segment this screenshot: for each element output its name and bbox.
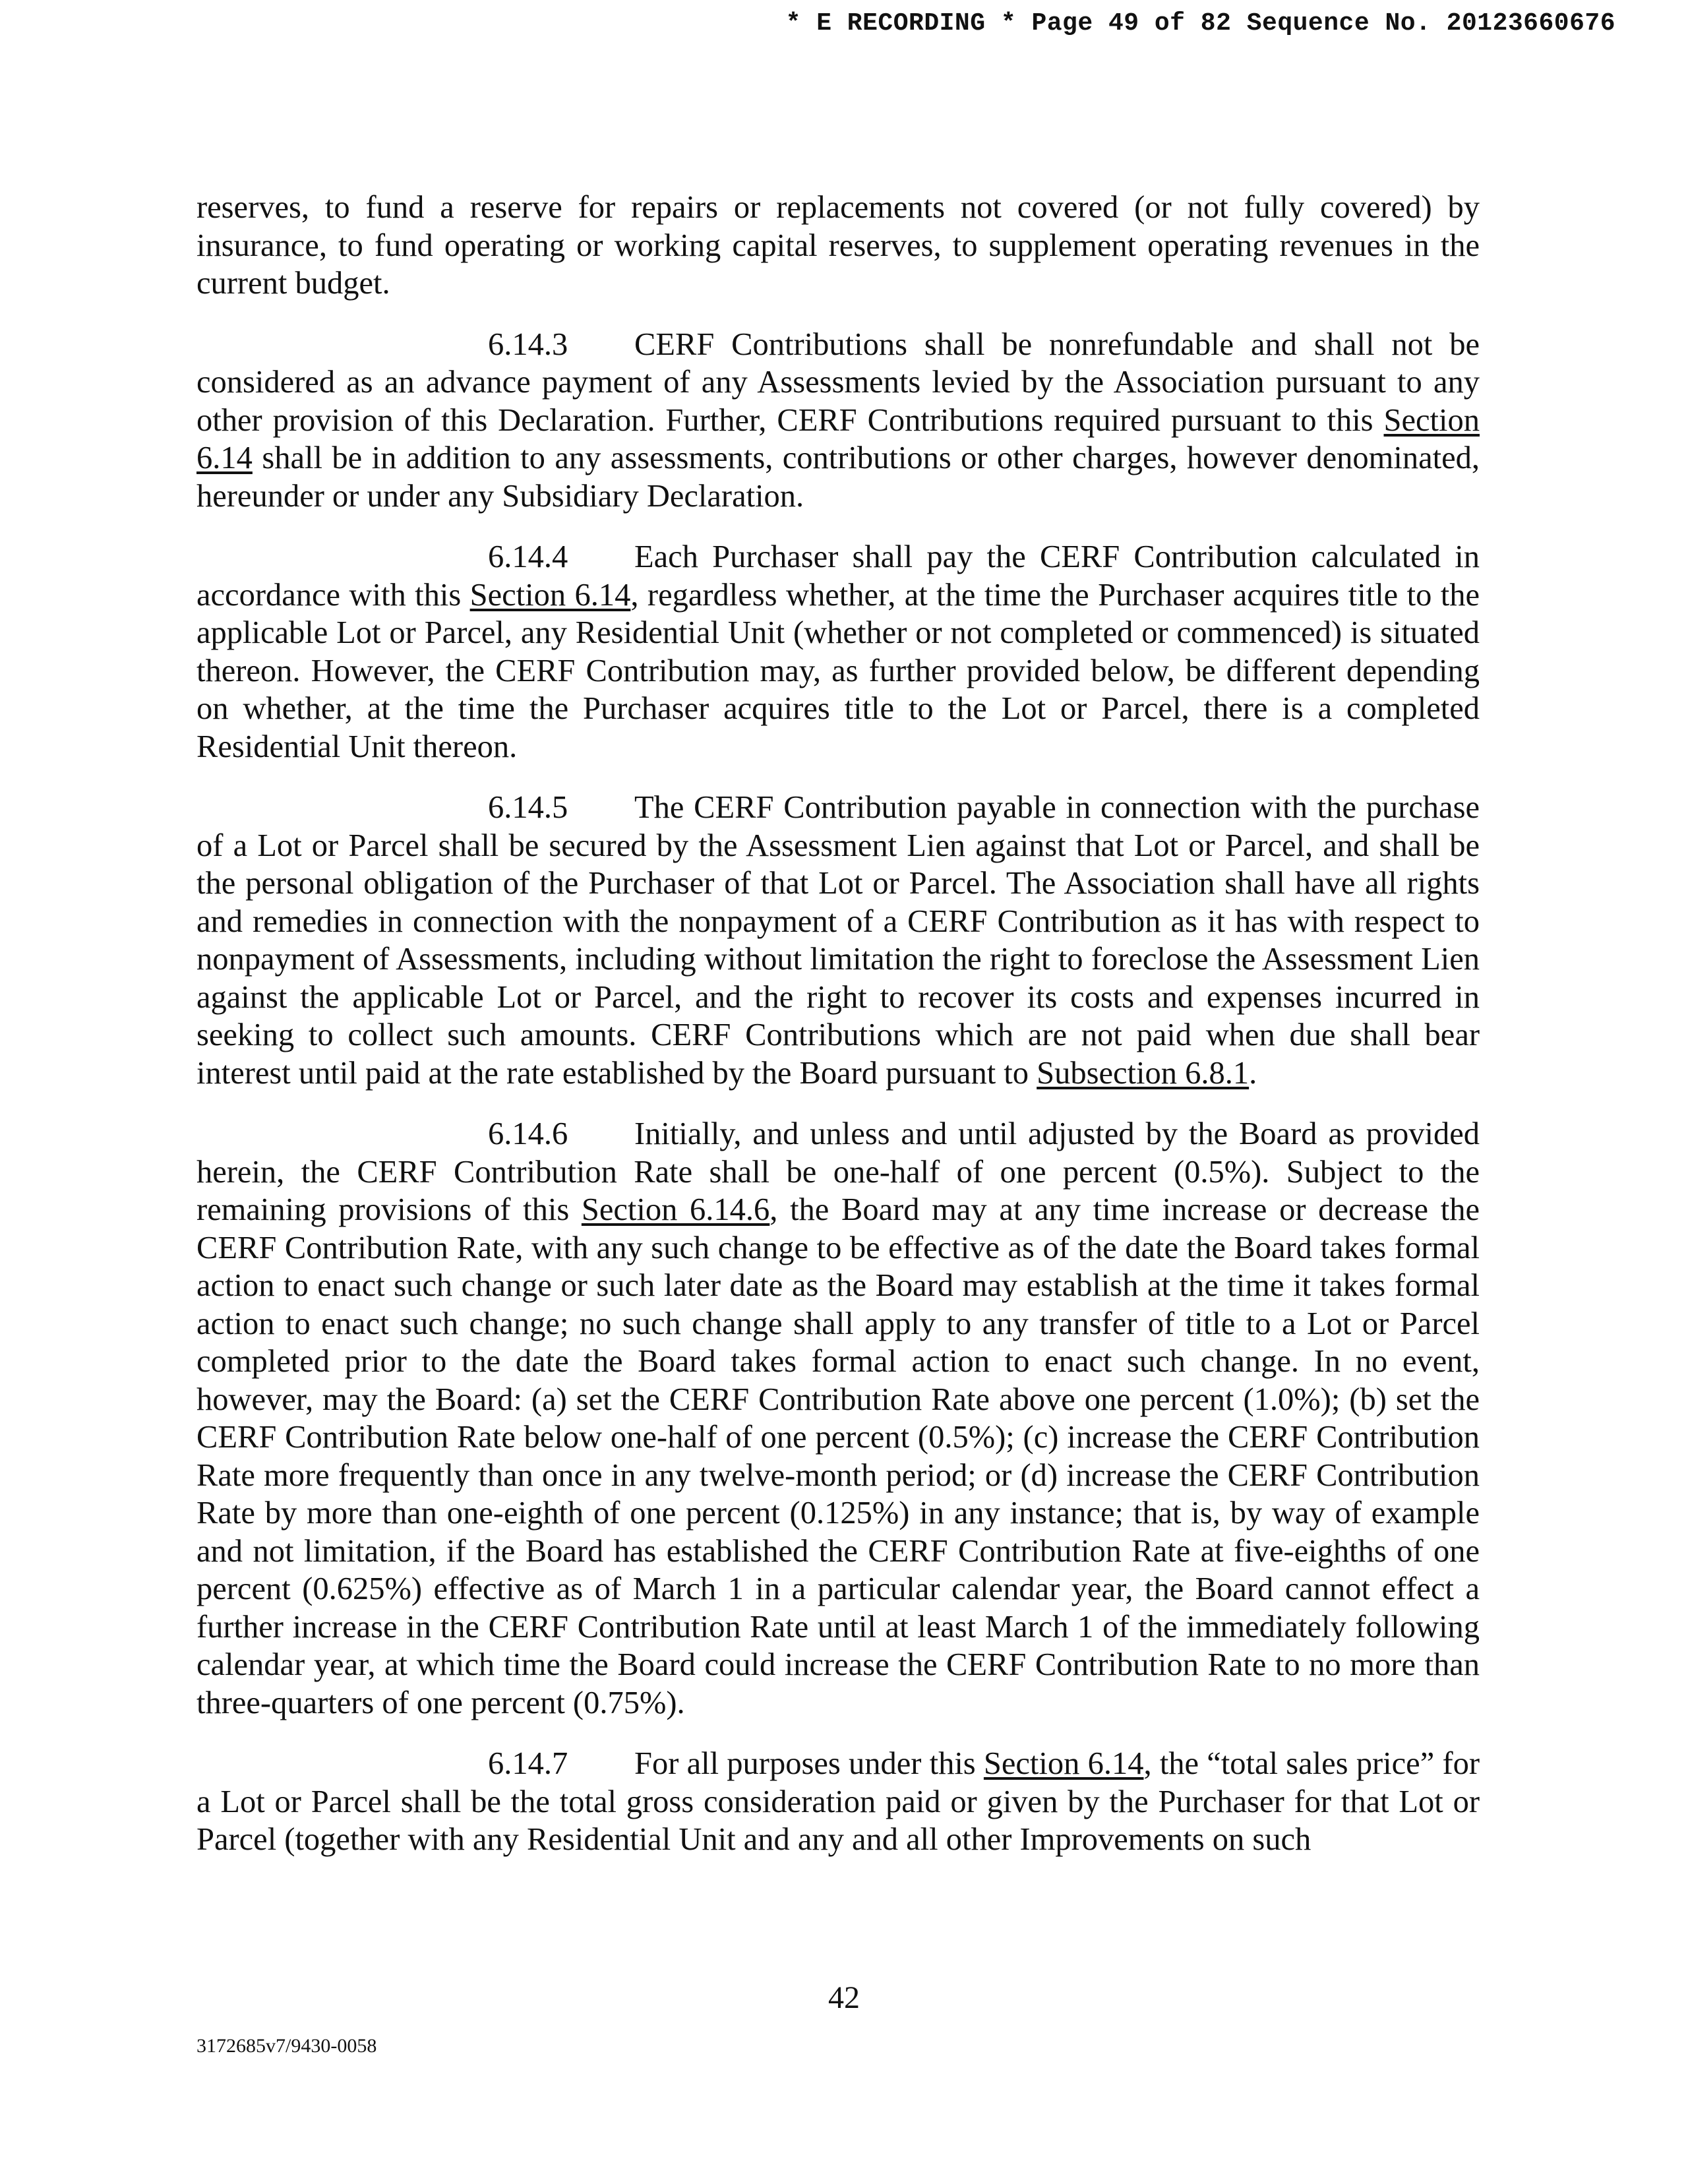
section-number: 6.14.4 [488,539,568,574]
paragraph-6-14-7 [196,1745,1480,1859]
section-reference-link[interactable]: Section 6.14 [196,402,1480,475]
page-number: 42 [828,1980,860,2015]
paragraph-text: . [1249,1055,1257,1091]
section-number: 6.14.6 [488,1116,568,1151]
section-number: 6.14.5 [488,790,568,825]
section-number: 6.14.7 [488,1746,568,1781]
paragraph-6-14-3 [196,326,1480,516]
paragraph-6-14-6 [196,1115,1480,1722]
paragraph-text: , the Board may at any time increase or decrease the CERF Contribution Rate, with any such change to be effective as of the date the Board takes formal action to enact such change or such later date as the Board may establish at the time it takes formal action to enact such change; no such change shall apply to any transfer of title to a Lot or Parcel completed prior to the date the Board takes formal action to enact such change. In no event, however, may the Board: (a) set the CERF Contribution Rate above one percent (1.0%); (b) set the CERF Contribution Rate below one-half of one percent (0.5%); (c) increase the CERF Contribution Rate more frequently than once in any twelve-month period; or (d) increase the CERF Contribution Rate by more than one-eighth of one percent (0.125%) in any instance; that is, by way of example and not limitation, if the Board has established the CERF Contribution Rate at five-eighths of one percent (0.625%) effective as of March 1 in a particular calendar year, the Board cannot effect a further increase in the CERF Contribution Rate until at least March 1 of the immediately following calendar year, at which time the Board could increase the CERF Contribution Rate to no more than three-quarters of one percent (0.75%). [196,1192,1480,1720]
paragraph-6-14-5 [196,789,1480,1092]
paragraph-text: reserves, to fund a reserve for repairs or replacements not covered (or not fully covered) by insurance, to fund operating or working capital reserves, to supplement operating revenues in the current budget. [196,190,1480,301]
paragraph-text: shall be in addition to any assessments, contributions or other charges, however denominated, hereunder or under any Subsidiary Declaration. [196,440,1480,514]
paragraph-text: CERF Contributions shall be nonrefundable and shall not be considered as an advance payment of any Assessments levied by the Association pursuant to any other provision of this Declaration. Further, CERF Contributions required pursuant to this [196,326,1480,438]
section-number: 6.14.3 [488,326,568,362]
section-reference-link[interactable]: Section 6.14 [983,1746,1144,1781]
paragraph-6-14-4 [196,538,1480,766]
paragraph-text: , the “total sales price” for a Lot or Parcel shall be the total gross consideration paid or given by the Purchaser for that Lot or Parcel (together with any Residential Unit and any and all other Improvements on such [196,1746,1480,1857]
section-reference-link[interactable]: Section 6.14 [469,577,631,613]
subsection-reference-link[interactable]: Subsection 6.8.1 [1037,1055,1250,1091]
paragraph-text: , regardless whether, at the time the Purchaser acquires title to the applicable Lot or Parcel, any Residential Unit (whether or not completed or commenced) is situated thereon. However, the CERF Contribution may, as further provided below, be different depending on whether, at the time the Purchaser acquires title to the Lot or Parcel, there is a completed Residential Unit thereon. [196,577,1480,764]
paragraph-text: The CERF Contribution payable in connection with the purchase of a Lot or Parcel shall be secured by the Assessment Lien against that Lot or Parcel, and shall be the personal obligation of the Purchaser of that Lot or Parcel. The Association shall have all rights and remedies in connection with the nonpayment of a CERF Contribution as it has with respect to nonpayment of Assessments, including without limitation the right to foreclose the Assessment Lien against the applicable Lot or Parcel, and the right to recover its costs and expenses incurred in seeking to collect such amounts. CERF Contributions which are not paid when due shall bear interest until paid at the rate established by the Board pursuant to [196,790,1480,1091]
section-reference-link[interactable]: Section 6.14.6 [581,1192,770,1227]
document-id: 3172685v7/9430-0058 [196,2035,377,2057]
paragraph-text: Each Purchaser shall pay the CERF Contribution calculated in accordance with this [196,539,1480,613]
recording-stamp-header: * E RECORDING * Page 49 of 82 Sequence No. 20123660676 [785,9,1615,38]
paragraph-text: Initially, and unless and until adjusted by the Board as provided herein, the CERF Contribution Rate shall be one-half of one percent (0.5%). Subject to the remaining provisions of this [196,1116,1480,1227]
paragraph-text: For all purposes under this [634,1746,984,1781]
paragraph-continuation [196,189,1480,303]
document-body [196,189,1480,1882]
